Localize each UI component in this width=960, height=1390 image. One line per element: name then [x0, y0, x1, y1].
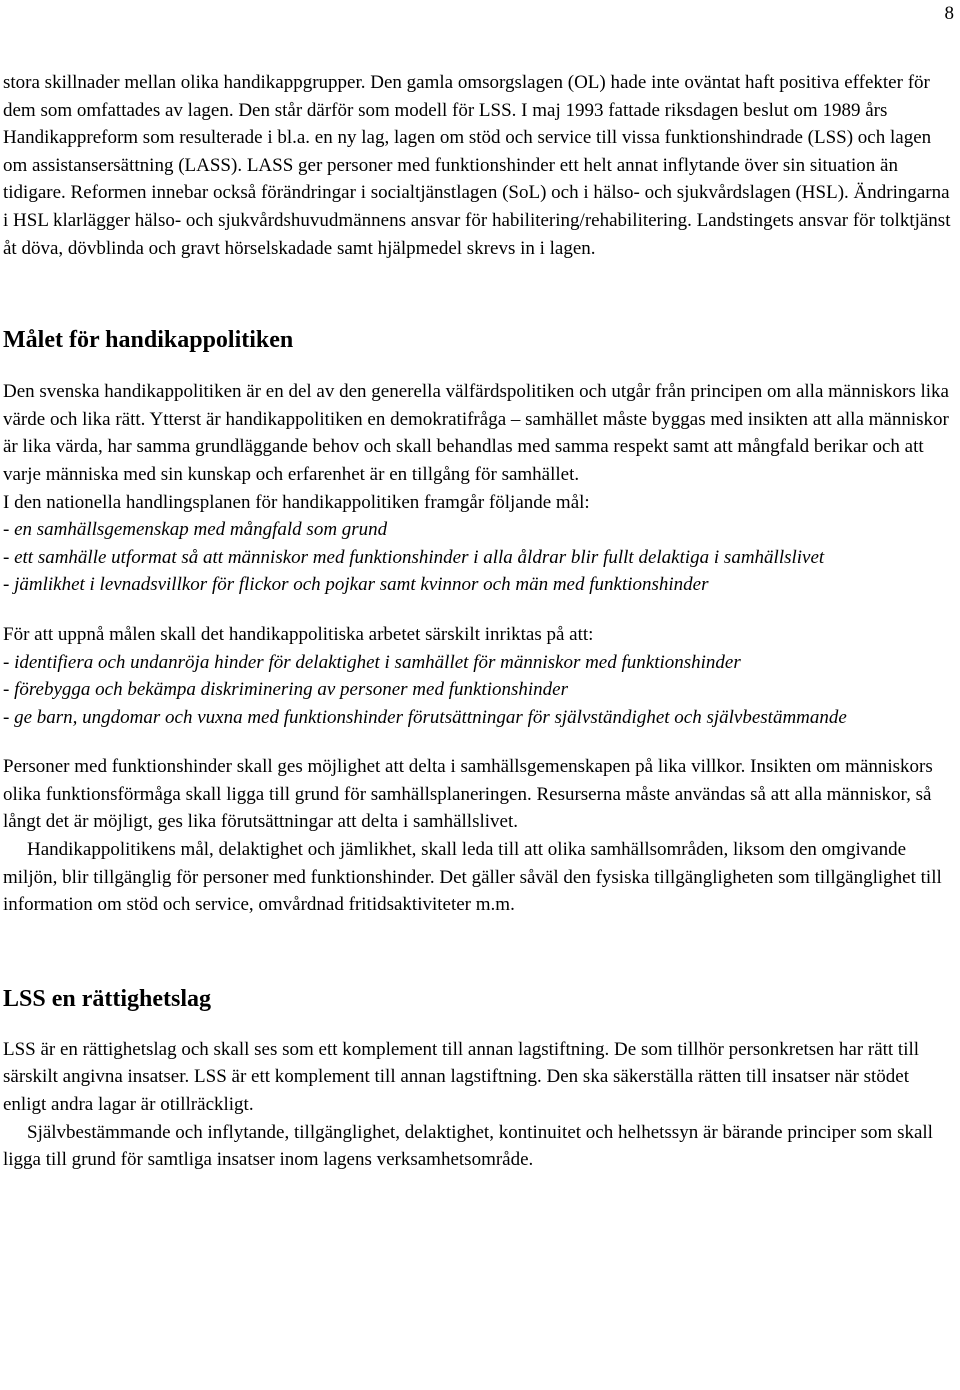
document-body: [3, 69, 955, 1174]
section-heading-malet: Målet för handikappolitiken: [3, 327, 294, 354]
lss-paragraph-1: LSS är en rättighetslag och skall ses som ett komplement till annan lagstiftning. De som tillhör personkretsen har rätt till särskilt angivna insatser. LSS är ett komplement till annan lagstiftning. Den ska säkerställa rätten till insatser när stödet enligt andra lagar är otillräckligt.: [3, 1038, 920, 1116]
malet-paragraph-2: Personer med funktionshinder skall ges möjlighet att delta i samhällsgemenskapen på lika villkor. Insikten om människors olika funktionsförmåga skall ligga till grund för samhällsplaneringen. Resurserna måste användas så att alla människor, så långt det är möjligt, ges lika förutsättningar att delta i samhällslivet.: [3, 756, 933, 833]
focus-item: - identifiera och undanröja hinder för delaktighet i samhället för människor med funktionshinder: [3, 651, 741, 673]
intro-paragraph: stora skillnader mellan olika handikappgrupper. Den gamla omsorgslagen (OL) hade inte oväntat haft positiva effekter för dem som omfattades av lagen. Den står därför som modell för LSS. I maj 1993 fattade riksdagen beslut om 1989 års Handikappreform som resulterade i bl.a. en ny lag, lagen om stöd och service till vissa funktionshindrade (LSS) och lagen om assistansersättning (LASS). LASS ger personer med funktionshinder ett helt annat inflytande över sin situation än tidigare. Reformen innebar också förändringar i socialtjänstlagen (SoL) och i hälso- och sjukvårdslagen (HSL). Ändringarna i HSL klarlägger hälso- och sjukvårdshuvudmännens ansvar för habilitering/rehabilitering. Landstingets ansvar för tolktjänst åt döva, dövblinda och gravt hörselskadade samt hjälpmedel skrevs in i lagen.: [3, 72, 951, 259]
focus-item: - ge barn, ungdomar och vuxna med funktionshinder förutsättningar för självständighet och självbestämmande: [3, 706, 847, 728]
section-heading-lss: LSS en rättighetslag: [3, 985, 212, 1012]
lss-paragraph-2: Självbestämmande och inflytande, tillgänglighet, delaktighet, kontinuitet och helhetssyn är bärande principer som skall ligga till grund för samtliga insatser inom lagens verksamhetsområde.: [3, 1121, 933, 1171]
page-number: 8: [944, 3, 954, 24]
focus-intro: För att uppnå målen skall det handikappolitiska arbetet särskilt inriktas på att:: [3, 623, 594, 645]
malet-paragraph-1: Den svenska handikappolitiken är en del av den generella välfärdspolitiken och utgår från principen om alla människors lika värde och lika rätt. Ytterst är handikappolitiken en demokratifråga – samhället måste byggas med insikten att alla människor är lika värda, har samma grundläggande behov och skall behandlas med samma respekt samt att mångfald berikar och att varje människa med sin kunskap och erfarenhet är en tillgång för samhället.: [3, 381, 949, 485]
goal-item: - jämlikhet i levnadsvillkor för flickor och pojkar samt kvinnor och män med funktionshinder: [3, 574, 709, 596]
focus-item: - förebygga och bekämpa diskriminering av personer med funktionshinder: [3, 679, 568, 701]
malet-paragraph-3: Handikappolitikens mål, delaktighet och jämlikhet, skall leda till att olika samhällsområden, liksom den omgivande miljön, blir tillgänglig för personer med funktionshinder. Det gäller såväl den fysiska tillgängligheten som tillgänglighet till information om stöd och service, omvårdnad fritidsaktiviteter m.m.: [3, 839, 942, 916]
goals-intro: I den nationella handlingsplanen för handikappolitiken framgår följande mål:: [3, 491, 590, 513]
goal-item: - en samhällsgemenskap med mångfald som grund: [3, 519, 388, 541]
goal-item: - ett samhälle utformat så att människor med funktionshinder i alla åldrar blir fullt delaktiga i samhällslivet: [3, 546, 825, 568]
